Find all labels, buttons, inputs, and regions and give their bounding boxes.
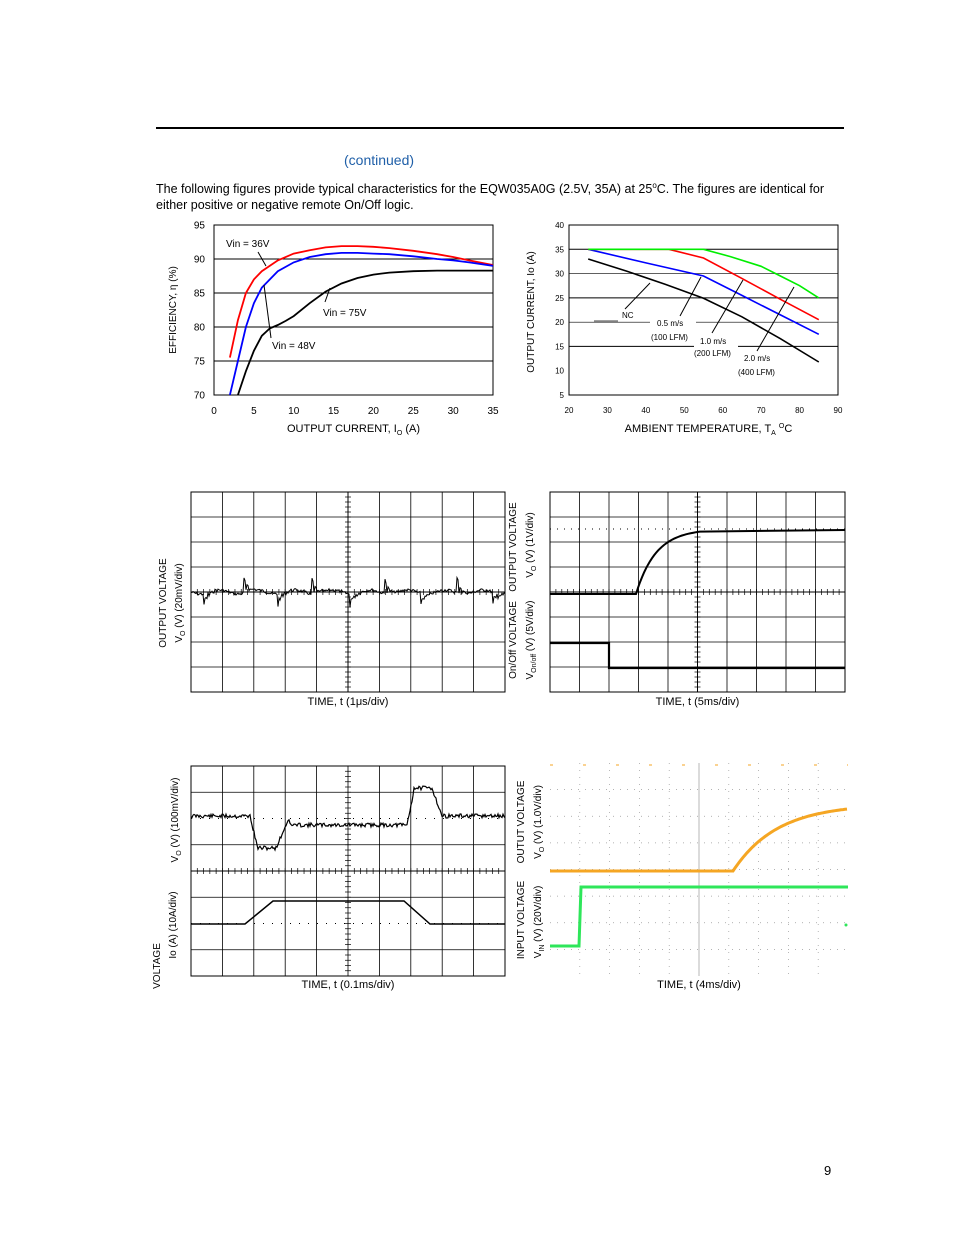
top-axis-title-sub: O — [176, 850, 183, 856]
x-tick-label: 35 — [487, 406, 499, 417]
bottom-axis-title-2 — [533, 886, 546, 959]
y-tick-label: 70 — [193, 390, 205, 402]
input-startup-scope — [516, 763, 848, 991]
y-axis-title-2-rest: (V) (20mV/div) — [174, 563, 185, 631]
y-tick-label: 90 — [193, 254, 205, 266]
intro-sup: o — [652, 181, 657, 190]
y-tick-label: 25 — [555, 293, 564, 303]
x-tick-label: 30 — [602, 406, 612, 415]
annotation-label: (400 LFM) — [738, 368, 775, 377]
bottom-axis-title-2-rest: (V) (5V/div) — [525, 600, 536, 654]
y-tick-label: 15 — [555, 342, 564, 352]
x-tick-label: 25 — [407, 406, 419, 417]
x-tick-label: 0 — [211, 406, 217, 417]
annotation-label: Vin = 36V — [226, 239, 270, 250]
bottom-axis-title-2: Io (A) (10A/div) — [168, 891, 179, 959]
x-tick-label: 10 — [288, 406, 300, 417]
x-tick-label: 40 — [641, 406, 651, 415]
y-axis-title-2 — [174, 563, 187, 642]
x-tick-label: 80 — [795, 406, 805, 415]
x-axis-title: TIME, t (5ms/div) — [655, 696, 740, 708]
x-tick-label: 20 — [367, 406, 379, 417]
annotation-label: (100 LFM) — [651, 333, 688, 342]
x-axis-title-unit: (A) — [402, 423, 420, 435]
bottom-axis-title-2-sub: IN — [539, 944, 546, 952]
x-tick-label: 70 — [756, 406, 766, 415]
x-tick-label: 5 — [251, 406, 257, 417]
x-axis-title — [625, 423, 793, 437]
page-number: 9 — [824, 1163, 832, 1178]
y-axis-title-2-sub: O — [180, 630, 187, 637]
x-axis-title-unit: C — [784, 423, 793, 435]
x-tick-label: 15 — [328, 406, 340, 417]
annotation-label: 1.0 m/s — [700, 337, 727, 346]
annotation-label: Vin = 75V — [323, 308, 367, 319]
plot-frame — [569, 225, 838, 395]
x-axis-title-main: AMBIENT TEMPERATURE, T — [624, 423, 772, 435]
annotation-label: (200 LFM) — [694, 349, 731, 358]
y-axis-title: OUTPUT CURRENT, Io (A) — [526, 251, 537, 373]
bottom-axis-title-2-rest: (V) (20V/div) — [533, 885, 544, 945]
top-axis-title-2 — [525, 512, 538, 577]
y-tick-label: 80 — [193, 322, 205, 334]
y-tick-label: 95 — [193, 220, 205, 232]
y-axis-title-1: OUTPUT VOLTAGE — [158, 558, 169, 648]
annotation-leader — [625, 283, 650, 309]
y-tick-label: 20 — [555, 318, 564, 328]
y-axis-title-2-main: V — [174, 636, 185, 643]
ripple-scope — [158, 492, 505, 708]
x-axis-title-sup: O — [778, 423, 785, 430]
bottom-axis-title-1: On/Off VOLTAGE — [508, 601, 519, 679]
top-axis-title-2-sub: O — [539, 846, 546, 853]
onoff-startup-scope — [508, 492, 845, 708]
annotation-label: Vin = 48V — [272, 341, 316, 352]
series-line — [238, 271, 493, 395]
x-tick-label: 20 — [564, 406, 574, 415]
top-axis-title-main: V — [170, 855, 181, 863]
y-tick-label: 85 — [193, 288, 205, 300]
x-axis-title-main: OUTPUT CURRENT, I — [287, 423, 397, 435]
x-tick-label: 50 — [679, 406, 689, 415]
y-axis-title: EFFICIENCY, η (%) — [168, 266, 179, 354]
top-axis-title-2-main: V — [533, 852, 544, 859]
annotation-label: 2.0 m/s — [744, 354, 771, 363]
transient-scope — [152, 766, 505, 991]
bottom-axis-title-1: VOLTAGE — [152, 943, 163, 989]
top-axis-title-rest: (V) (100mV/div) — [170, 777, 181, 851]
top-axis-title-1: OUTUT VOLTAGE — [516, 780, 527, 864]
series-line — [588, 249, 819, 334]
bottom-axis-title-2-sub: On/off — [531, 653, 538, 673]
x-axis-title: TIME, t (4ms/div) — [657, 979, 741, 991]
top-axis-title-2 — [533, 785, 546, 859]
x-axis-title — [287, 423, 420, 437]
annotation-label: NC — [622, 311, 634, 320]
top-axis-title — [170, 778, 183, 863]
top-axis-title-2-rest: (V) (1.0V/div) — [533, 785, 544, 847]
top-axis-title-1: OUTPUT VOLTAGE — [508, 502, 519, 592]
intro-text-2: C. The figures are identical for either positive or negative remote On/Off logic. — [156, 182, 824, 213]
y-tick-label: 30 — [555, 269, 564, 279]
annotation-label: 0.5 m/s — [657, 319, 684, 328]
continued-heading: (continued) — [344, 152, 415, 168]
top-axis-title-2-sub: O — [531, 565, 538, 572]
marker-dot — [845, 924, 848, 927]
y-tick-label: 40 — [555, 221, 564, 230]
bottom-axis-title-1: INPUT VOLTAGE — [516, 880, 527, 960]
top-axis-title-2-rest: (V) (1V/div) — [525, 512, 536, 566]
efficiency-chart — [168, 221, 499, 438]
bottom-axis-title-2-main: V — [525, 672, 536, 680]
x-axis-title: TIME, t (1μs/div) — [307, 696, 389, 708]
x-axis-title-sub: A — [771, 430, 776, 437]
y-tick-label: 10 — [555, 366, 564, 376]
x-axis-title: TIME, t (0.1ms/div) — [301, 979, 395, 991]
y-tick-label: 35 — [555, 245, 564, 255]
x-tick-label: 60 — [718, 406, 728, 415]
y-tick-label: 75 — [193, 356, 205, 368]
derating-chart — [526, 221, 843, 437]
top-axis-title-2-main: V — [525, 571, 536, 578]
x-axis-title-sub: O — [396, 430, 403, 437]
bottom-axis-title-2-main: V — [533, 951, 544, 959]
y-tick-label: 5 — [559, 391, 564, 400]
bottom-axis-title-2 — [525, 601, 538, 680]
intro-text-1: The following figures provide typical characteristics for the EQW035A0G (2.5V, 35A) at 25 — [156, 182, 653, 197]
x-tick-label: 30 — [447, 406, 459, 417]
series-line — [230, 246, 493, 358]
x-tick-label: 90 — [833, 406, 843, 415]
